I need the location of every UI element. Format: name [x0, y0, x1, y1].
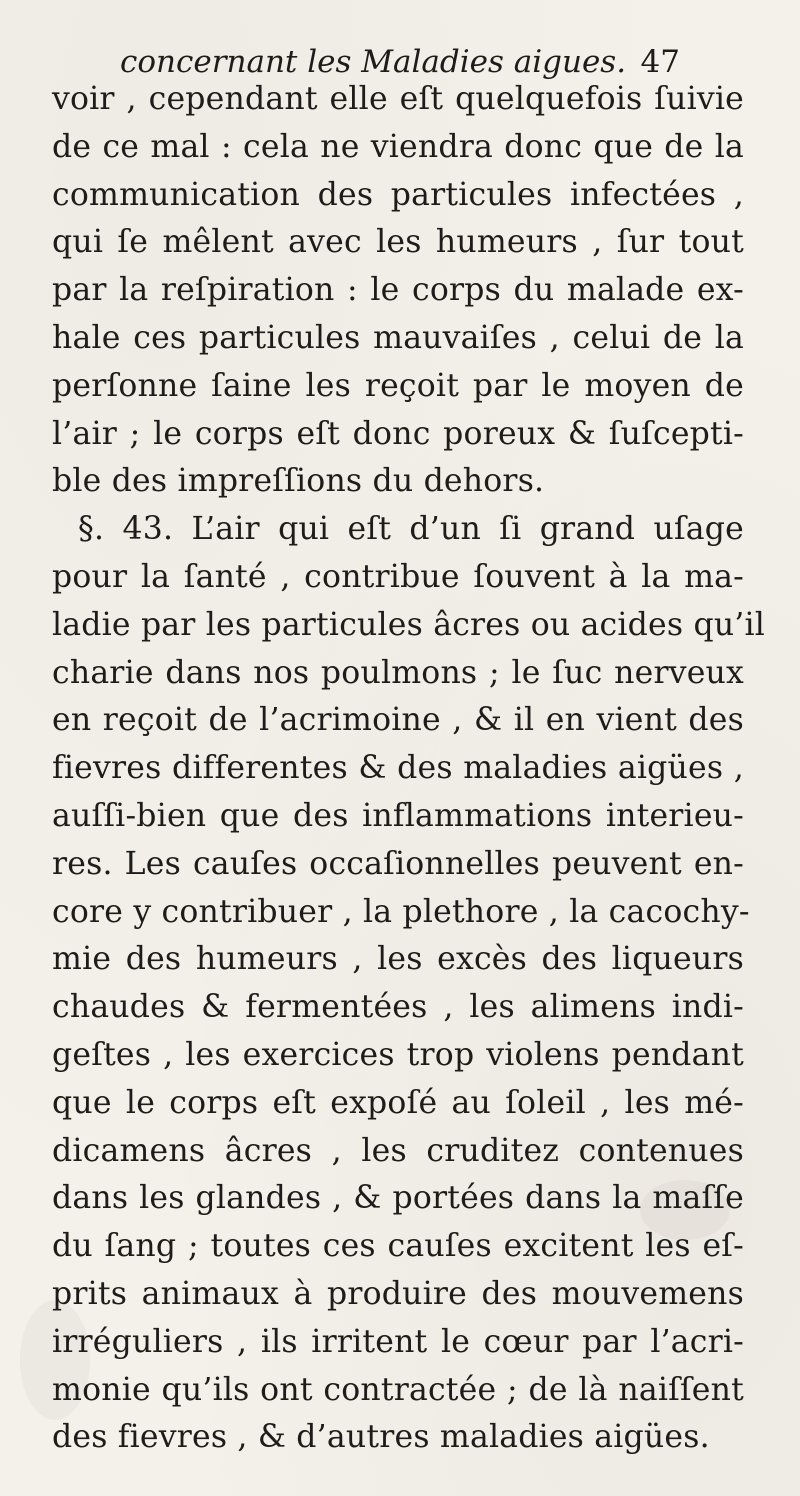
text-line: hale ces particules mauvaiſes , celui de la	[52, 319, 744, 356]
text-line: pour la ſanté , contribue ſouvent à la ma-	[52, 558, 744, 595]
text-line: en reçoit de l’acrimoine , & il en vient des	[52, 702, 744, 739]
text-line: ble des impreſſions du dehors.	[52, 463, 545, 500]
text-line: monie qu’ils ont contractée ; de là naiſſent	[52, 1371, 744, 1408]
text-line: fievres differentes & des maladies aigües ,	[52, 750, 744, 787]
text-line: geſtes , les exercices trop violens pendant	[52, 1036, 744, 1073]
text-line: charie dans nos poulmons ; le ſuc nerveux	[52, 654, 744, 691]
page-number: 47	[640, 44, 680, 80]
text-line: res. Les cauſes occaſionnelles peuvent en-	[52, 845, 744, 882]
text-line: core y contribuer , la plethore , la cacochy-	[52, 893, 750, 930]
text-line: communication des particules infectées ,	[52, 176, 744, 213]
text-line: du ſang ; toutes ces cauſes excitent les eſ-	[52, 1228, 744, 1265]
text-line: voir , cependant elle eſt quelquefois ſuivie	[52, 81, 744, 117]
text-line: prits animaux à produire des mouvemens	[52, 1275, 744, 1312]
text-line: perſonne ſaine les reçoit par le moyen de	[52, 367, 744, 404]
text-line: ladie par les particules âcres ou acides qu’il	[52, 606, 766, 643]
text-line: irréguliers , ils irritent le cœur par l’acri-	[52, 1323, 744, 1360]
text-line: dicamens âcres , les cruditez contenues	[52, 1132, 744, 1169]
text-line: des fievres , & d’autres maladies aigües.	[52, 1419, 710, 1456]
text-line: que le corps eſt expoſé au ſoleil , les mé-	[52, 1084, 744, 1121]
text-line: auſſi-bien que des inflammations interieu-	[52, 797, 744, 834]
text-line: qui ſe mêlent avec les humeurs , ſur tout	[52, 224, 744, 261]
text-line: dans les glandes , & portées dans la maſſe	[52, 1180, 744, 1217]
running-title: concernant les Maladies aigues.	[120, 44, 627, 80]
body-text	[52, 76, 766, 1462]
text-line: mie des humeurs , les excès des liqueurs	[52, 941, 744, 978]
section-start-line: §. 43. L’air qui eſt d’un ſi grand uſage	[78, 511, 744, 548]
text-line: par la reſpiration : le corps du malade ex-	[52, 272, 744, 309]
text-line: de ce mal : cela ne viendra donc que de la	[52, 128, 744, 165]
text-line: l’air ; le corps eſt donc poreux & ſuſcepti-	[52, 415, 744, 452]
text-line: chaudes & fermentées , les alimens indi-	[52, 989, 744, 1026]
